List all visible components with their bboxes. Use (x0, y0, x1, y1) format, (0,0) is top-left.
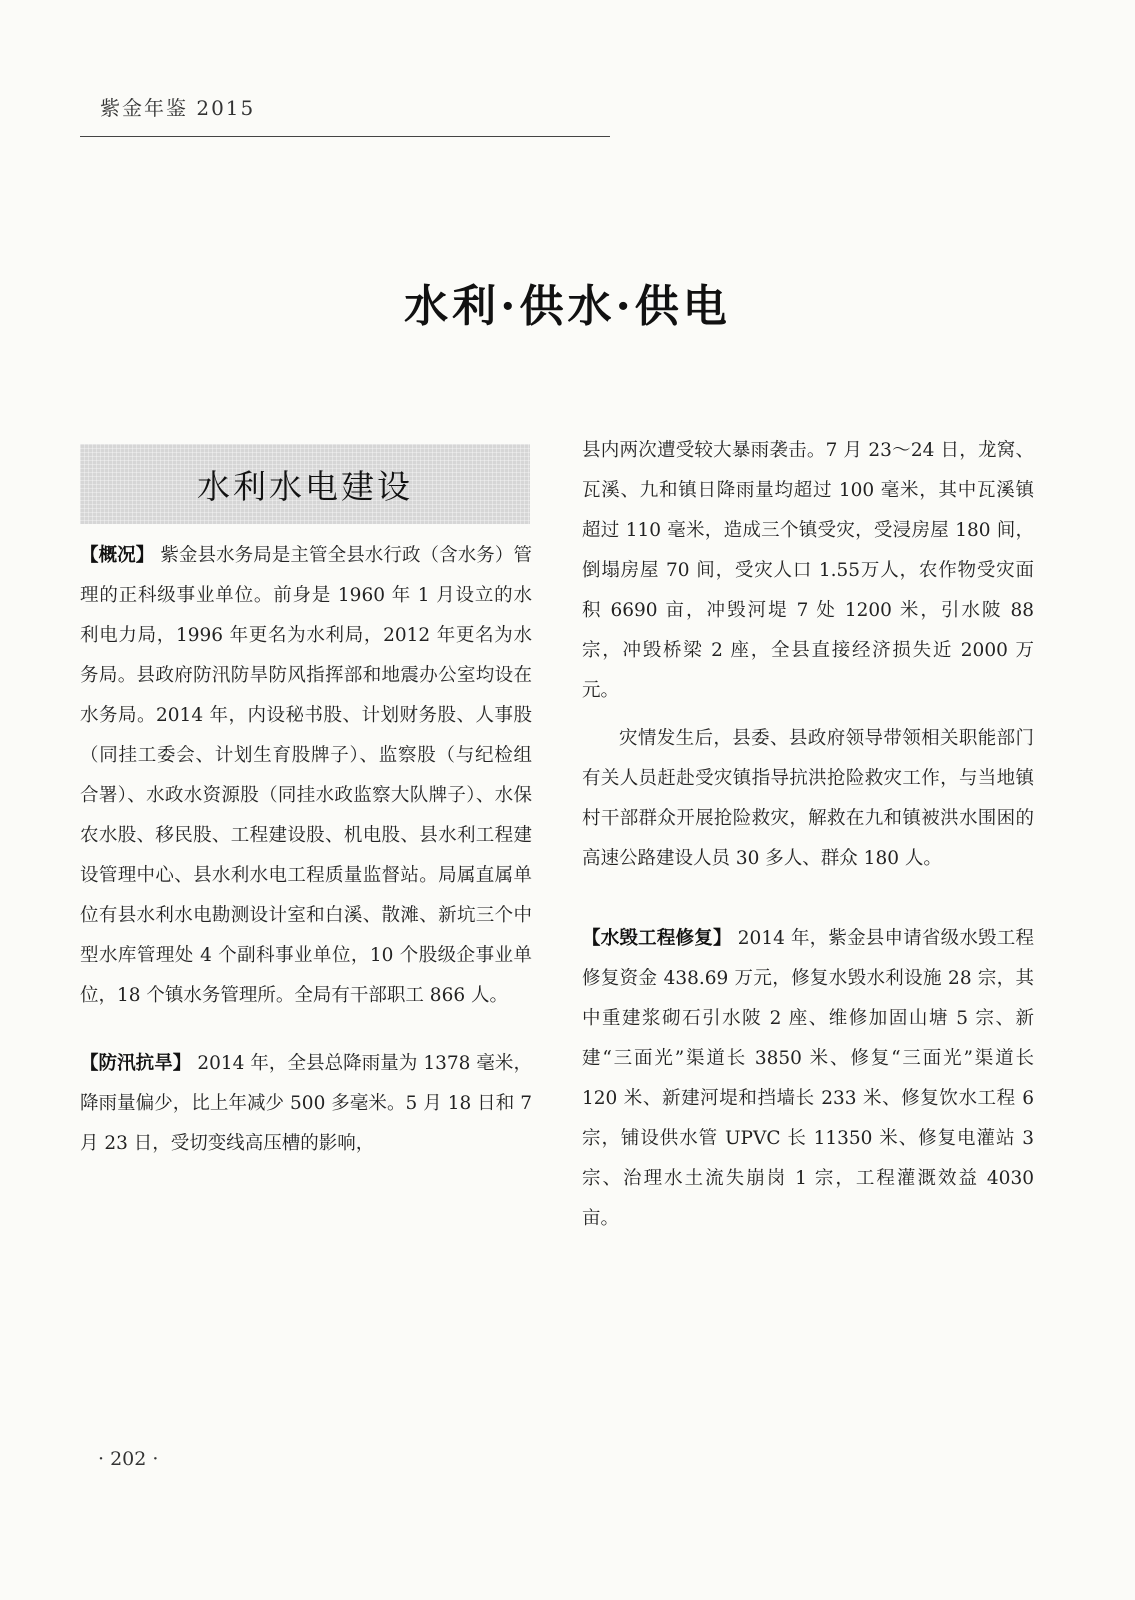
repair-label: 【水毁工程修复】 (582, 928, 732, 949)
page-number: · 202 · (98, 1448, 159, 1470)
left-column (80, 536, 532, 1164)
overview-label: 【概况】 (80, 545, 155, 566)
overview-text: 紫金县水务局是主管全县水行政（含水务）管理的正科级事业单位。前身是 1960 年 1 月设立的水利电力局，1996 年更名为水利局，2012 年更名为水务局。县政府防汛防旱防风指挥部和地震办公室均设在水务局。2014 年，内设秘书股、计划财务股、人事股（同挂工委会、计划生育股牌子）、监察股（与纪检组合署）、水政水资源股（同挂水政监察大队牌子）、水保农水股、移民股、工程建设股、机电股、县水利工程建设管理中心、县水利水电工程质量监督站。局属直属单位有县水利水电勘测设计室和白溪、散滩、新坑三个中型水库管理处 4 个副科事业单位，10 个股级企事业单位，18 个镇水务管理所。全局有干部职工 866 人。 (80, 545, 532, 1006)
flood-label: 【防汛抗旱】 (80, 1053, 192, 1074)
disaster-response-paragraph: 灾情发生后，县委、县政府领导带领相关职能部门有关人员赶赴受灾镇指导抗洪抢险救灾工作，与当地镇村干部群众开展抢险救灾，解救在九和镇被洪水围困的高速公路建设人员 30 多人、群众 180 人。 (582, 728, 1034, 869)
right-column (582, 431, 1034, 1239)
running-header: 紫金年鉴 2015 (100, 96, 256, 120)
section-title: 水利水电建设 (197, 466, 413, 506)
chapter-title: 水利·供水·供电 (404, 281, 731, 332)
flood-continuation-paragraph: 县内两次遭受较大暴雨袭击。7 月 23～24 日，龙窝、瓦溪、九和镇日降雨量均超过 100 毫米，其中瓦溪镇超过 110 毫米，造成三个镇受灾，受浸房屋 180 间，倒塌房屋 70 间，受灾人口 1.55万人，农作物受灾面积 6690 亩，冲毁河堤 7 处 1200 米，引水陂 88 宗，冲毁桥梁 2 座，全县直接经济损失近 2000 万元。 (582, 440, 1034, 701)
repair-paragraph (582, 919, 1034, 1239)
section-banner (80, 444, 530, 524)
flood-text: 2014 年，全县总降雨量为 1378 毫米，降雨量偏少，比上年减少 500 多毫米。5 月 18 日和 7 月 23 日，受切变线高压槽的影响， (80, 1053, 532, 1154)
header-rule (80, 136, 610, 137)
overview-paragraph (80, 536, 532, 1016)
repair-text: 2014 年，紫金县申请省级水毁工程修复资金 438.69 万元，修复水毁水利设施 28 宗，其中重建浆砌石引水陂 2 座、维修加固山塘 5 宗、新建“三面光”渠道长 3850 米、修复“三面光”渠道长 120 米、新建河堤和挡墙长 233 米、修复饮水工程 6 宗，铺设供水管 UPVC 长 11350 米、修复电灌站 3 宗、治理水土流失崩岗 1 宗，工程灌溉效益 4030 亩。 (582, 928, 1034, 1229)
flood-paragraph (80, 1044, 532, 1164)
